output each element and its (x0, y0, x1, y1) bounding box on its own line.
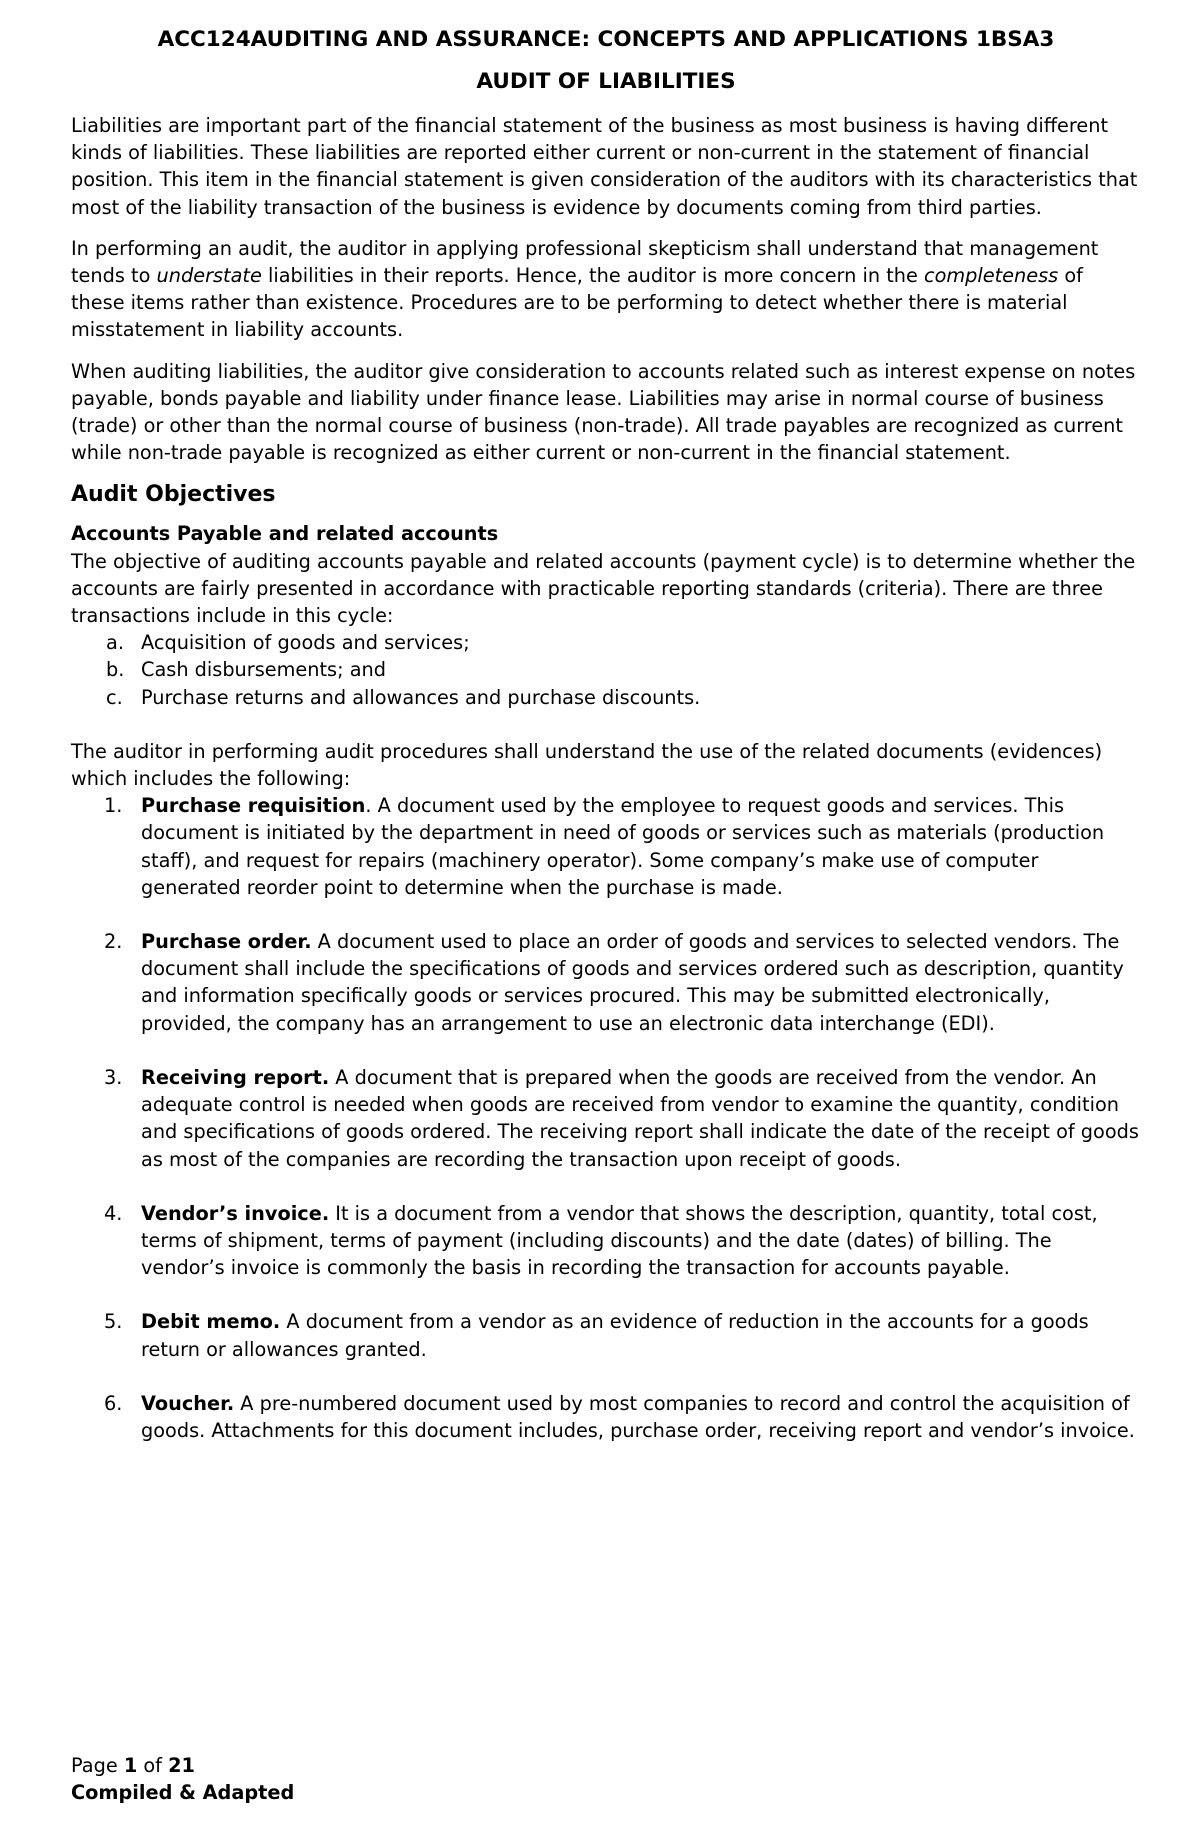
document-description: A document from a vendor as an evidence of reduction in the accounts for a goods return or allowances granted. (141, 1310, 1089, 1361)
intro-paragraph-2 (71, 235, 1141, 344)
document-description: It is a document from a vendor that shows the description, quantity, total cost, terms of shipment, terms of payment (including discounts) and the date (dates) of billing. The vendor’s invoice is commonly the basis in recording the transaction for accounts payable. (141, 1201, 1098, 1280)
document-description: A document that is prepared when the goods are received from the vendor. An adequate control is needed when goods are received from vendor to examine the quantity, condition and specifications of goods ordered. The receiving report shall indicate the date of the receipt of goods as most of the companies are recording the transaction upon receipt of goods. (141, 1065, 1139, 1171)
list-marker: b. (106, 658, 125, 682)
list-marker: 4. (104, 1201, 123, 1225)
accounts-payable-subheading: Accounts Payable and related accounts (71, 522, 499, 546)
list-marker: 6. (104, 1391, 123, 1415)
page-footer (71, 1752, 294, 1806)
list-item (71, 656, 1141, 683)
document-term: Purchase requisition (141, 794, 366, 818)
documents-list (71, 792, 1141, 1444)
list-item (71, 1200, 1141, 1282)
intro-paragraph-2-part-c: of these items rather than existence. Procedures are to be performing to detect whether there is material misstatement in liability accounts. (71, 264, 1083, 342)
page-prefix: Page (71, 1754, 124, 1777)
document-term: Vendor’s invoice. (141, 1201, 330, 1225)
emphasis-understate: understate (156, 264, 262, 288)
documents-intro-paragraph: The auditor in performing audit procedures shall understand the use of the related documents (evidences) which includes the following: (71, 739, 1103, 791)
list-marker: 3. (104, 1065, 123, 1089)
list-item-text: Acquisition of goods and services; (141, 631, 470, 655)
list-item (71, 684, 1141, 711)
page-number (71, 1752, 294, 1779)
list-item-text: Cash disbursements; and (141, 658, 386, 682)
document-term: Receiving report. (141, 1065, 330, 1089)
list-marker: c. (106, 685, 123, 709)
document-page (71, 24, 1141, 1471)
transaction-list (71, 629, 1141, 711)
document-term: Voucher. (141, 1391, 235, 1415)
list-item-text: Purchase returns and allowances and purchase discounts. (141, 685, 701, 709)
document-description: A pre-numbered document used by most companies to record and control the acquisition of goods. Attachments for this document includes, purchase order, receiving report and vendor’s invoice. (141, 1391, 1135, 1442)
document-description: . A document used by the employee to request goods and services. This document is initiated by the department in need of goods or services such as materials (production staff), and request for repairs (machinery operator). Some company’s make use of computer generated reorder point to determine when the purchase is made. (141, 794, 1105, 899)
list-item (71, 928, 1141, 1037)
list-item (71, 792, 1141, 901)
page-middle: of (137, 1754, 169, 1777)
list-marker: 5. (104, 1310, 123, 1334)
document-description: A document used to place an order of goods and services to selected vendors. The document shall include the specifications of goods and services ordered such as description, quantity and information specifically goods or services procured. This may be submitted electronically, provided, the company has an arrangement to use an electronic data interchange (EDI). (141, 930, 1124, 1035)
intro-paragraph-2-part-b: liabilities in their reports. Hence, the auditor is more concern in the (261, 264, 924, 288)
audit-objectives-heading: Audit Objectives (71, 482, 276, 508)
compiled-note: Compiled & Adapted (71, 1781, 295, 1805)
list-marker: a. (106, 631, 124, 655)
objective-paragraph: The objective of auditing accounts payable and related accounts (payment cycle) is to determine whether the accounts are fairly presented in accordance with practicable reporting standards (criteria). There are three transactions include in this cycle: (71, 549, 1136, 628)
document-term: Purchase order. (141, 930, 312, 954)
document-term: Debit memo. (141, 1310, 281, 1334)
document-title: AUDIT OF LIABILITIES (476, 69, 736, 94)
page-current: 1 (123, 1754, 138, 1777)
emphasis-completeness: completeness (923, 264, 1059, 288)
list-item (71, 1390, 1141, 1444)
page-total: 21 (168, 1754, 195, 1777)
list-marker: 2. (104, 930, 123, 954)
list-item (71, 1064, 1141, 1173)
list-item (71, 629, 1141, 656)
course-title: ACC124AUDITING AND ASSURANCE: CONCEPTS AND APPLICATIONS 1BSA3 (157, 27, 1055, 52)
intro-paragraph-1: Liabilities are important part of the financial statement of the business as most business is having different kinds of liabilities. These liabilities are reported either current or non-current in the statement of financial position. This item in the financial statement is given consideration of the auditors with its characteristics that most of the liability transaction of the business is evidence by documents coming from third parties. (71, 114, 1138, 219)
intro-paragraph-3: When auditing liabilities, the auditor give consideration to accounts related such as interest expense on notes payable, bonds payable and liability under finance lease. Liabilities may arise in normal course of business (trade) or other than the normal course of business (non-trade). All trade payables are recognized as current while non-trade payable is recognized as either current or non-current in the financial statement. (71, 359, 1136, 465)
list-marker: 1. (104, 794, 123, 818)
list-item (71, 1308, 1141, 1362)
intro-paragraph-2-part-a: In performing an audit, the auditor in applying professional skepticism shall understand that management tends to (71, 236, 1099, 288)
